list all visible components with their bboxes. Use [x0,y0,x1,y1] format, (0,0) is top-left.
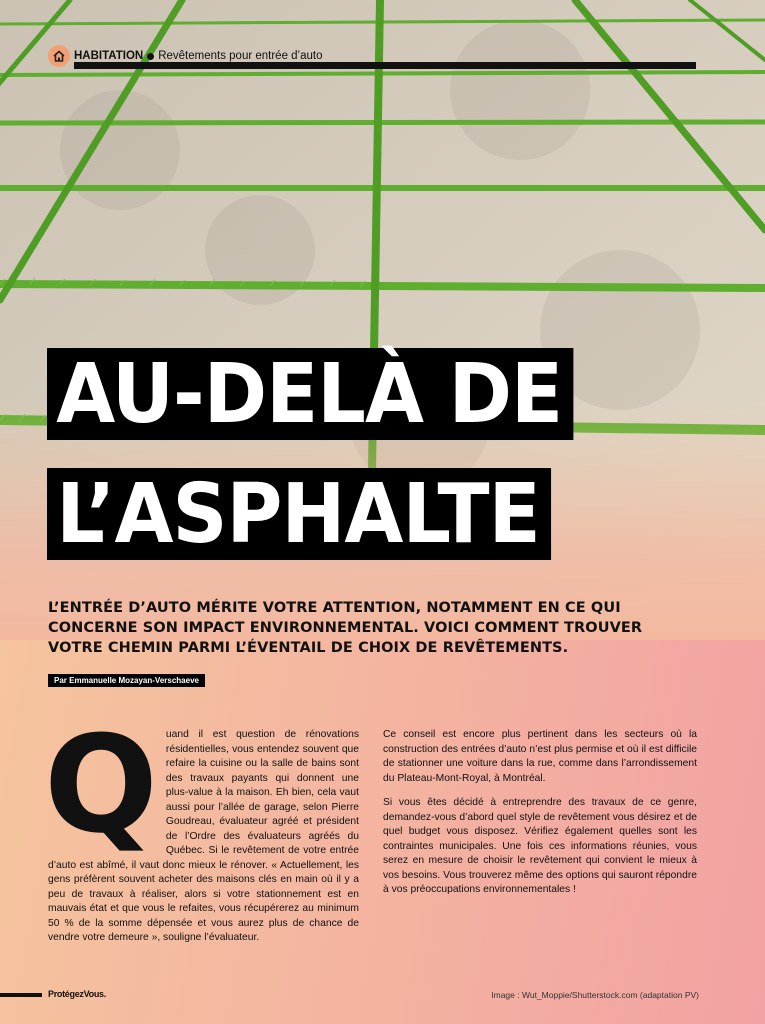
home-icon [48,45,70,67]
magazine-logo: ProtégezVous. [48,989,106,999]
headline-line-2: L’ASPHALTE [47,468,551,560]
byline: Par Emmanuelle Mozayan-Verschaeve [48,674,205,687]
body-paragraph: Si vous êtes décidé à entreprendre des travaux de ce genre, demandez-vous d’abord quel style de revêtement vous désirez et de quel budget vous disposez. Vérifiez également quelles sont les contraintes municipales. Une fois ces informations réunies, vous serez en mesure de choisir le revêtement qui convient le mieux à vos besoins. Vous trouverez même des options qui sauront répondre à vos préoccupations environnementales ! [383,797,697,895]
lead-paragraph: L’ENTRÉE D’AUTO MÉRITE VOTRE ATTENTION, NOTAMMENT EN CE QUI CONCERNE SON IMPACT ENVIRONNEMENTAL. VOICI COMMENT TROUVER VOTRE CHEMIN PARMI L’ÉVENTAIL DE CHOIX DE REVÊTEMENTS. [48,600,643,656]
drop-cap: Q [44,707,158,863]
section-subtitle: Revêtements pour entrée d’auto [158,50,323,62]
body-column-left [44,707,359,946]
bullet-dot-icon [147,53,154,60]
section-name: HABITATION [74,50,144,62]
body-paragraph: uand il est question de rénovations résidentielles, vous entendez souvent que refaire la cuisine ou la salle de bains sont des travaux payants qui donnent une plus-value à la maison. Eh bien, cela vaut aussi pour l’allée de garage, selon Pierre Goudreau, évaluateur agréé et président de l’Ordre des évaluateurs agréés du Québec. Si le revêtement de votre entrée d’auto est abîmé, il vaut donc mieux le rénover. « Actuellement, les gens préfèrent souvent acheter des maisons clés en main où il y a peu de travaux à réaliser, alors si votre stationnement est en mauvais état et que vous le refaites, vous récupérerez au minimum 50 % de la somme dépensée et vous aurez plus de chance de vendre votre demeure », souligne l’évaluateur. [48,729,359,943]
body-paragraph: Ce conseil est encore plus pertinent dans les secteurs où la construction des entrées d’auto n’est plus permise et où il est difficile de stationner une voiture dans la rue, comme dans l’arrondissement du Plateau-Mont-Royal, à Montréal. [383,729,697,784]
headline-line-1: AU-DELÀ DE [47,348,573,440]
header-rule [74,62,696,69]
body-column-right [383,728,697,908]
footer-rule [0,993,42,997]
image-credit: Image : Wut_Moppie/Shutterstock.com (adaptation PV) [491,990,699,1000]
